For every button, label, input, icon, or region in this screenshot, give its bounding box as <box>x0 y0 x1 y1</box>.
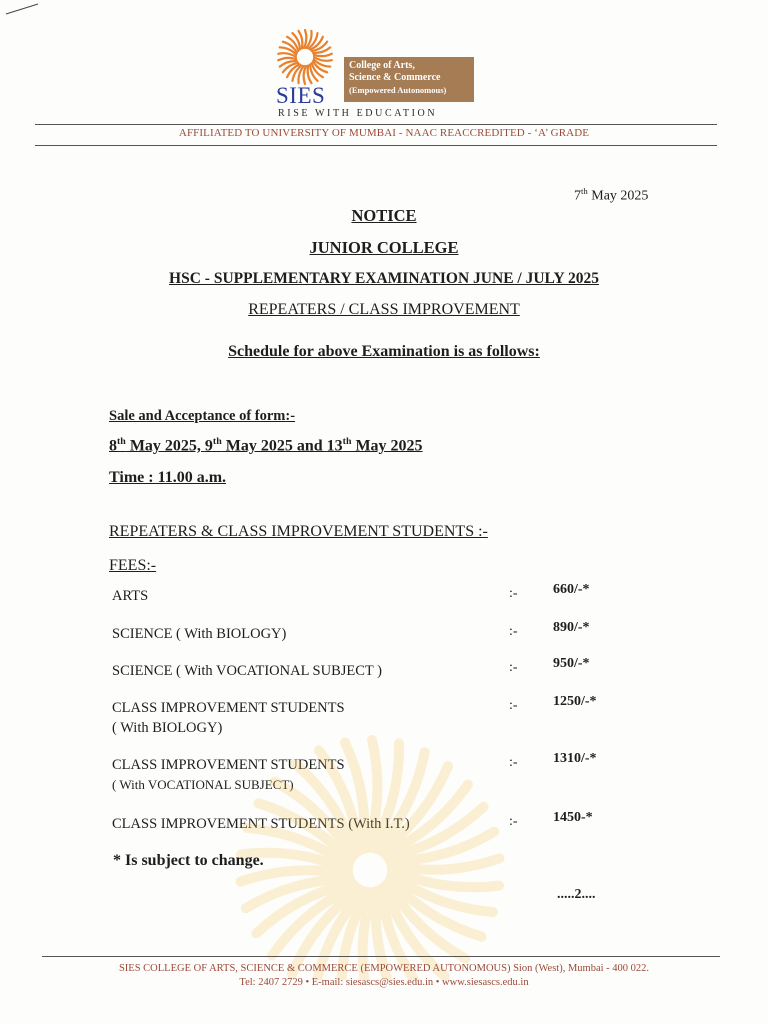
sun-ray <box>314 54 332 56</box>
logo-box-line: (Empowered Autonomous) <box>349 85 447 95</box>
fee-separator: :- <box>509 660 518 675</box>
category-heading: REPEATERS / CLASS IMPROVEMENT <box>248 301 520 318</box>
fee-separator: :- <box>509 586 518 601</box>
sun-ray <box>314 57 332 61</box>
fee-item-value: 660/-* <box>553 582 590 597</box>
fee-item-label-line: CLASS IMPROVEMENT STUDENTS <box>112 700 345 716</box>
page-continuation-marker: .....2.... <box>557 887 596 902</box>
fee-item-value: 1450-* <box>553 810 593 825</box>
fee-separator: :- <box>509 755 518 770</box>
sun-ray <box>304 66 306 84</box>
footer-address: SIES COLLEGE OF ARTS, SCIENCE & COMMERCE (EMPOWERED AUTONOMOUS) Sion (West), Mumbai - 400 022. <box>118 963 650 974</box>
fee-item-label-line: ( With VOCATIONAL SUBJECT) <box>112 777 294 792</box>
scan-mark <box>4 2 40 16</box>
logo-wordmark: SIES <box>276 83 326 108</box>
fee-separator: :- <box>509 698 518 713</box>
fee-item-value: 1250/-* <box>553 694 597 709</box>
notice-date: 7th May 2025 <box>574 186 649 204</box>
fee-item-label: SCIENCE ( With BIOLOGY) <box>112 626 287 642</box>
fee-item-label-line: ( With BIOLOGY) <box>112 720 223 736</box>
fee-item-value: 950/-* <box>553 656 590 671</box>
form-sale-heading: Sale and Acceptance of form:- <box>109 408 296 424</box>
sun-ray <box>304 30 306 48</box>
exam-heading: HSC - SUPPLEMENTARY EXAMINATION JUNE / JULY 2025 <box>169 270 599 287</box>
fee-item-value: 890/-* <box>553 620 590 635</box>
footer-contact: Tel: 2407 2729 • E-mail: siesascs@sies.edu.in • www.siesascs.edu.in <box>239 977 529 988</box>
sun-ray <box>278 53 296 57</box>
fees-label: FEES:- <box>109 557 157 574</box>
fee-change-note: * Is subject to change. <box>113 852 264 869</box>
college-heading: JUNIOR COLLEGE <box>309 238 459 257</box>
fee-item-label: CLASS IMPROVEMENT STUDENTS (With I.T.) <box>112 816 410 832</box>
schedule-heading: Schedule for above Examination is as follows: <box>228 343 540 360</box>
logo-box-line: College of Arts, <box>349 60 415 71</box>
affiliation-text: AFFILIATED TO UNIVERSITY OF MUMBAI - NAAC REACCREDITED - ‘A’ GRADE <box>178 127 590 139</box>
logo-box-line: Science & Commerce <box>349 72 441 83</box>
fees-section-heading: REPEATERS & CLASS IMPROVEMENT STUDENTS :- <box>109 523 488 540</box>
notice-heading: NOTICE <box>351 206 417 225</box>
fee-item-label-line: CLASS IMPROVEMENT STUDENTS <box>112 757 345 773</box>
logo-college-box <box>344 57 474 102</box>
fee-item-label: SCIENCE ( With VOCATIONAL SUBJECT ) <box>112 663 382 679</box>
form-sale-dates: 8th May 2025, 9th May 2025 and 13th May 2025 <box>109 436 423 455</box>
fee-item-value: 1310/-* <box>553 751 597 766</box>
fee-separator: :- <box>509 814 518 829</box>
tagline: RISE WITH EDUCATION <box>278 108 438 119</box>
sun-ray <box>278 58 296 60</box>
sun-logo-icon <box>276 28 334 86</box>
footer-rule <box>42 956 720 957</box>
fee-item-label: ARTS <box>112 588 149 604</box>
form-sale-time: Time : 11.00 a.m. <box>109 469 227 486</box>
fee-separator: :- <box>509 624 518 639</box>
header-rule <box>35 145 717 146</box>
header-rule <box>35 124 717 125</box>
